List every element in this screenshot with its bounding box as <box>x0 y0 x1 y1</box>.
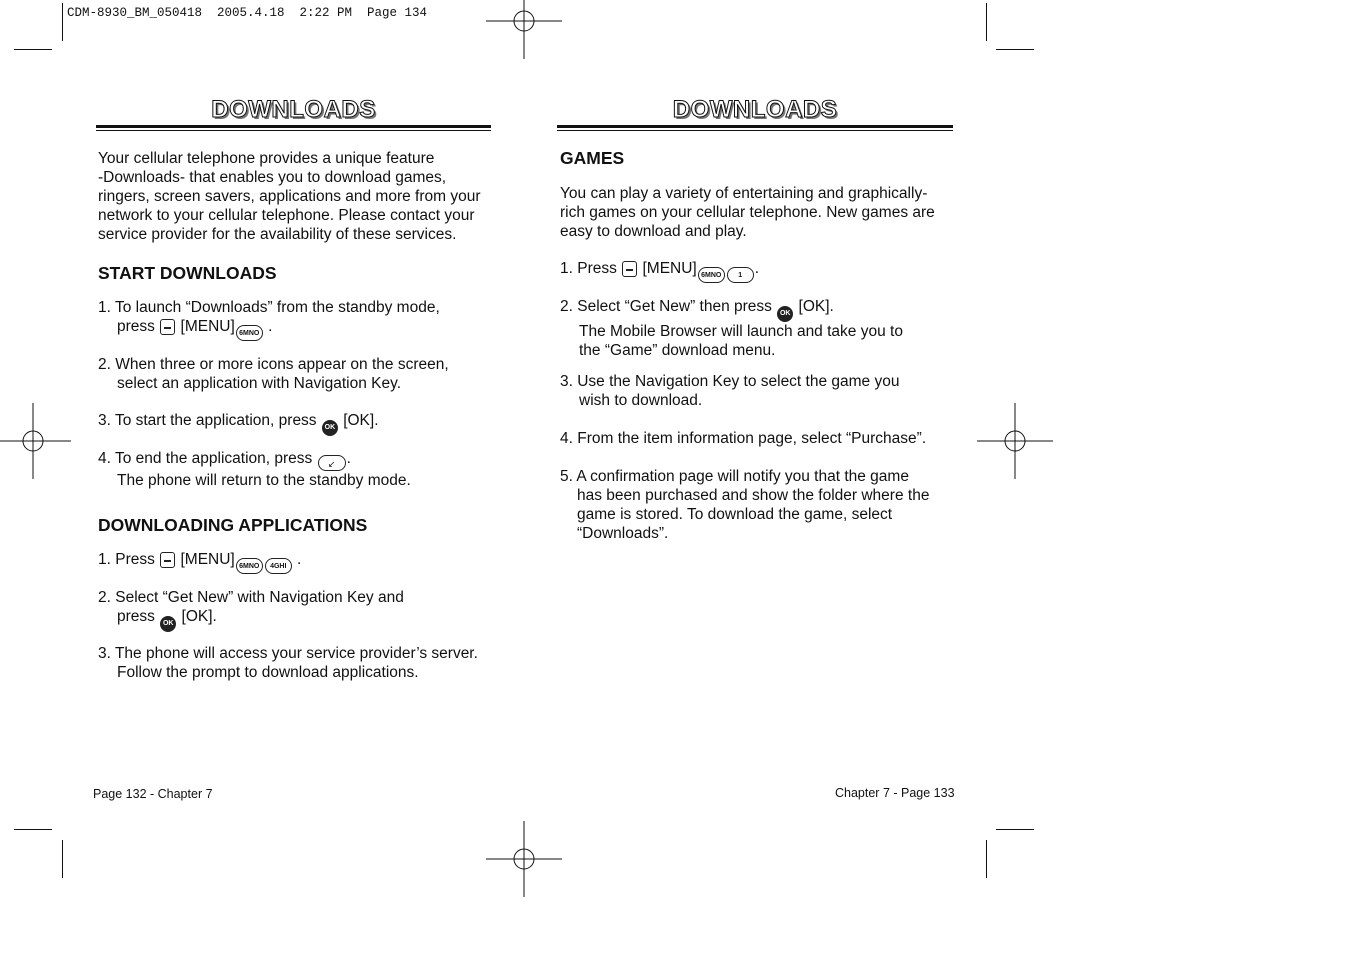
section-heading: DOWNLOADING APPLICATIONS <box>98 515 368 535</box>
print-slug: CDM-8930_BM_050418 2005.4.18 2:22 PM Page 134 <box>67 6 428 20</box>
list-item: 1. Press [MENU] 6MNO 1 . <box>560 259 960 283</box>
section-heading: GAMES <box>560 148 625 168</box>
registration-mark <box>486 821 562 897</box>
page-footer: Page 132 - Chapter 7 <box>93 787 213 801</box>
crop-mark <box>14 49 52 50</box>
list-item: 4. From the item information page, select “Purchase”. <box>560 430 927 447</box>
list-item: 2. When three or more icons appear on the screen, select an application with Navigation Key. <box>98 356 449 392</box>
1-key-icon: 1 <box>727 267 754 283</box>
6mno-key-icon: 6MNO <box>236 325 263 341</box>
list-item: 2. Select “Get New” with Navigation Key and press OK [OK]. <box>98 588 498 632</box>
intro-paragraph: You can play a variety of entertaining and graphically- rich games on your cellular telephone. New games are easy to download and play. <box>560 185 935 240</box>
end-key-icon: ↙ <box>318 455 346 471</box>
crop-mark <box>996 49 1034 50</box>
registration-mark <box>977 403 1053 479</box>
page-title: DOWNLOADS <box>211 96 376 123</box>
crop-mark <box>62 840 63 878</box>
crop-mark <box>986 3 987 41</box>
4ghi-key-icon: 4GHI <box>265 558 292 574</box>
ok-key-icon: OK <box>160 616 176 632</box>
registration-mark <box>0 403 71 479</box>
title-rule <box>557 130 953 131</box>
left-soft-key-icon <box>160 552 175 568</box>
page-title: DOWNLOADS <box>672 96 838 123</box>
6mno-key-icon: 6MNO <box>698 267 725 283</box>
crop-mark <box>996 829 1034 830</box>
list-item: 4. To end the application, press ↙ . The phone will return to the standby mode. <box>98 450 411 489</box>
left-soft-key-icon <box>622 261 637 277</box>
crop-mark <box>62 3 63 41</box>
list-item: 3. The phone will access your service provider’s server. Follow the prompt to download applications. <box>98 645 478 681</box>
intro-paragraph: Your cellular telephone provides a unique feature -Downloads- that enables you to download games, ringers, screen savers, applications and more from your network to your cellular telephone. Please contact your service provider for the availability of these services. <box>98 150 481 243</box>
list-item: 1. To launch “Downloads” from the standby mode, press [MENU] 6MNO . <box>98 298 498 341</box>
ok-key-icon: OK <box>322 420 338 436</box>
ok-key-icon: OK <box>777 306 793 322</box>
title-rule <box>96 125 491 128</box>
section-heading: START DOWNLOADS <box>98 263 277 283</box>
crop-mark <box>986 840 987 878</box>
list-item: 1. Press [MENU] 6MNO 4GHI . <box>98 550 498 574</box>
list-item: 3. Use the Navigation Key to select the game you wish to download. <box>560 373 900 409</box>
page-footer: Chapter 7 - Page 133 <box>835 786 955 800</box>
list-item: 3. To start the application, press OK [OK]. <box>98 411 498 436</box>
title-rule <box>557 125 953 128</box>
list-item: 5. A confirmation page will notify you that the game has been purchased and show the folder where the game is stored. To download the game, select “Downloads”. <box>560 468 930 542</box>
crop-mark <box>14 829 52 830</box>
left-soft-key-icon <box>160 319 175 335</box>
title-rule <box>96 130 491 131</box>
registration-mark <box>486 0 562 59</box>
list-item: 2. Select “Get New” then press OK [OK]. The Mobile Browser will launch and take you to the “Game” download menu. <box>560 298 903 359</box>
6mno-key-icon: 6MNO <box>236 558 263 574</box>
